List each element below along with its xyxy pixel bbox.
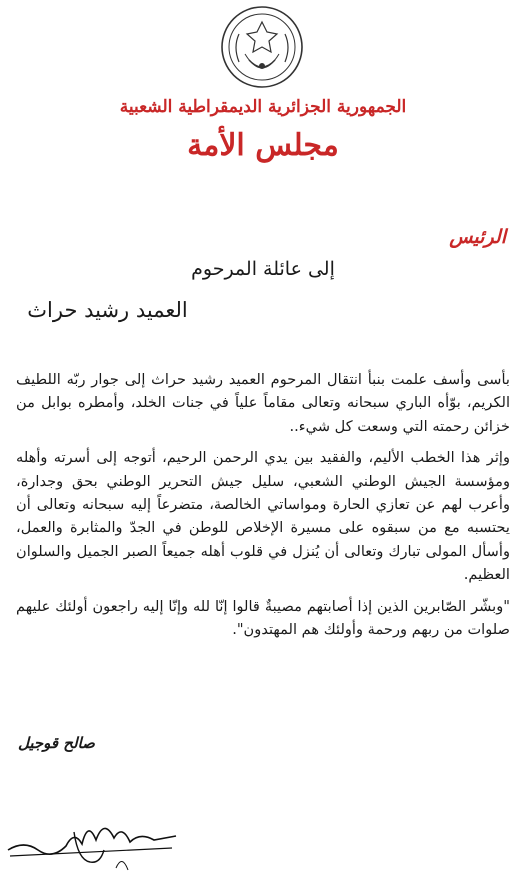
- recipient-line-1: إلى عائلة المرحوم: [191, 258, 335, 280]
- signatory-name: صالح قوجيل: [18, 734, 95, 752]
- republic-header: الجمهورية الجزائرية الديمقراطية الشعبية: [119, 97, 407, 117]
- president-label: الرئيس: [449, 226, 506, 248]
- council-header: مجلس الأمة: [187, 128, 339, 163]
- letter-body: [16, 368, 510, 641]
- recipient-line-2: العميد رشيد حراث: [27, 298, 188, 322]
- state-seal-emblem: [219, 4, 305, 90]
- letter-paragraph-1: بأسى وأسف علمت بنبأ انتقال المرحوم العميد رشيد حراث إلى جوار ربّه اللطيف الكريم، بوّأه الباري سبحانه وتعالى مقاماً علياً في جنات الخلد، وأمطره بوابل من خزائن رحمته التي وسعت كل شيء..: [16, 371, 510, 435]
- letter-paragraph-2: وإثر هذا الخطب الأليم، والفقيد بين يدي الرحمن الرحيم، أتوجه إلى أسرته وأهله ومؤسسة الجيش الوطني الشعبي، سليل جيش التحرير الوطني بحق وجدارة، وأعرب لهم عن تعازي الحارة ومواساتي الخالصة، متضرعاً إليه سبحانه وتعالى أن يحتسبه مع من سبقوه على مسيرة الإخلاص للوطن في الجدّ والمثابرة والعمل، وأسأل المولى تبارك وتعالى أن يُنزل في قلوب أهله جميعاً الصبر الجميل والسلوان العظيم.: [16, 449, 510, 584]
- letter-paragraph-quote: "وبشّر الصّابرين الذين إذا أصابتهم مصيبةٌ قالوا إنّا لله وإنّا إليه راجعون أولئك عليهم صلوات من ربهم ورحمة وأولئك هم المهتدون".: [16, 597, 510, 639]
- handwritten-signature: [4, 810, 182, 874]
